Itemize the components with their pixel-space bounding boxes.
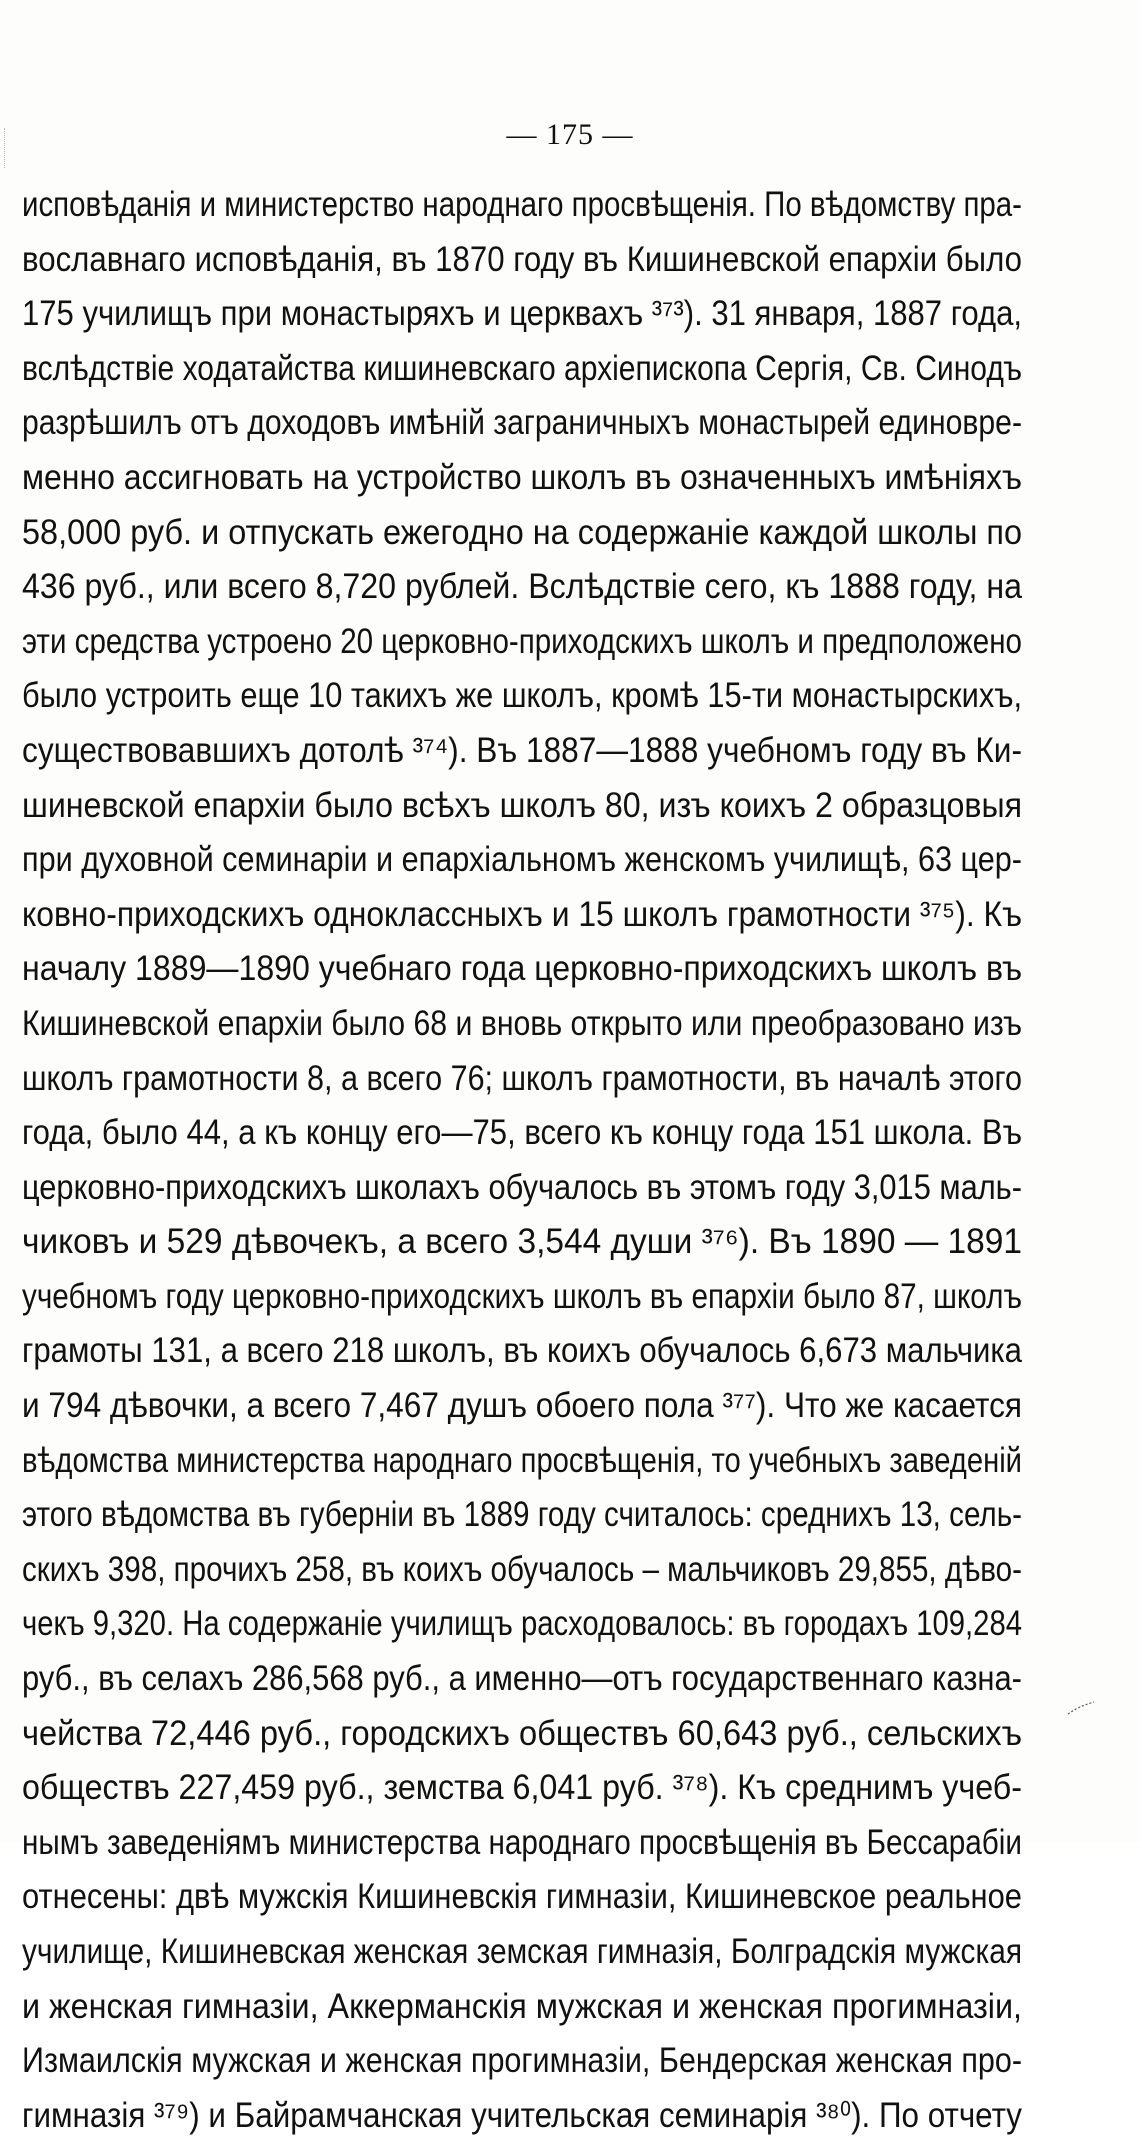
text-line: училище, Кишиневская женская земская гимназія, Болградскія мужская <box>22 1932 1022 1971</box>
text-line: вслѣдствіе ходатайства кишиневскаго архіепископа Сергія, Св. Синодъ <box>22 348 1022 388</box>
text-line: церковно-приходскихъ школахъ обучалось въ этомъ году 3,015 маль- <box>22 1167 1022 1207</box>
text-line: вѣдомства министерства народнаго просвѣщенія, то учебныхъ заведеній <box>22 1440 1022 1480</box>
text-line: скихъ 398, прочихъ 258, въ коихъ обучалось – мальчиковъ 29,855, дѣво- <box>22 1549 1022 1589</box>
text-line: эти средства устроено 20 церковно-приходскихъ школъ и предположено <box>22 621 1022 661</box>
text-line: 58,000 руб. и отпускать ежегодно на содержаніе каждой школы по <box>22 512 1022 552</box>
text-line: года, было 44, а къ концу его—75, всего къ концу года 151 школа. Въ <box>22 1113 1022 1153</box>
text-line: и женская гимназіи, Аккерманскія мужская и женская прогимназіи, <box>22 1986 1022 2026</box>
text-line: и 794 дѣвочки, а всего 7,467 душъ обоего пола ³⁷⁷). Что же касается <box>22 1386 1022 1426</box>
text-line: исповѣданія и министерство народнаго просвѣщенія. По вѣдомству пра- <box>22 185 1022 224</box>
text-line: руб., въ селахъ 286,568 руб., а именно—отъ государственнаго казна- <box>22 1659 1022 1699</box>
text-line: Кишиневской епархіи было 68 и вновь открыто или преобразовано изъ <box>22 1003 1022 1043</box>
text-line: учебномъ году церковно-приходскихъ школъ въ епархіи было 87, школъ <box>22 1276 1022 1316</box>
text-line: существовавшихъ дотолѣ ³⁷⁴). Въ 1887—1888 учебномъ году въ Ки- <box>22 730 1022 770</box>
text-line: гимназія ³⁷⁹) и Байрамчанская учительская семинарія ³⁸⁰). По отчету <box>22 2095 1022 2135</box>
text-line: отнесены: двѣ мужскія Кишиневскія гимназіи, Кишиневское реальное <box>22 1877 1022 1917</box>
text-line: обществъ 227,459 руб., земства 6,041 руб. ³⁷⁸). Къ среднимъ учеб- <box>22 1768 1022 1808</box>
text-line: началу 1889—1890 учебнаго года церковно-приходскихъ школъ въ <box>22 949 1022 989</box>
text-line: ковно-приходскихъ одноклассныхъ и 15 школъ грамотности ³⁷⁵). Къ <box>22 894 1022 934</box>
text-line: чиковъ и 529 дѣвочекъ, а всего 3,544 души ³⁷⁶). Въ 1890 — 1891 <box>22 1222 1022 1262</box>
text-line: при духовной семинаріи и епархіальномъ женскомъ училищѣ, 63 цер- <box>22 840 1022 880</box>
text-line: 175 училищъ при монастыряхъ и церквахъ ³⁷³). 31 января, 1887 года, <box>22 294 1022 334</box>
text-line: этого вѣдомства въ губерніи въ 1889 году считалось: среднихъ 13, сель- <box>22 1495 1022 1535</box>
text-line: грамоты 131, а всего 218 школъ, въ коихъ обучалось 6,673 мальчика <box>22 1331 1022 1371</box>
text-line: шиневской епархіи было всѣхъ школъ 80, изъ коихъ 2 образцовыя <box>22 785 1022 825</box>
text-line: менно ассигновать на устройство школъ въ означенныхъ имѣніяхъ <box>22 457 1022 497</box>
text-line: нымъ заведеніямъ министерства народнаго просвѣщенія въ Бессарабіи <box>22 1822 1022 1862</box>
text-line: чекъ 9,320. На содержаніе училищъ расходовалось: въ городахъ 109,284 <box>22 1604 1022 1644</box>
page-number: — 175 — <box>506 118 634 151</box>
body-text <box>22 178 1022 2143</box>
text-line: вославнаго исповѣданія, въ 1870 году въ Кишиневской епархіи было <box>22 239 1022 279</box>
text-line: разрѣшилъ отъ доходовъ имѣній заграничныхъ монастырей единовре- <box>22 403 1022 443</box>
text-line: было устроить еще 10 такихъ же школъ, кромѣ 15-ти монастырскихъ, <box>22 676 1022 716</box>
text-line: школъ грамотности 8, а всего 76; школъ грамотности, въ началѣ этого <box>22 1058 1022 1098</box>
pencil-mark-icon <box>1066 1700 1096 1716</box>
text-line: чейства 72,446 руб., городскихъ обществъ 60,643 руб., сельскихъ <box>22 1713 1022 1753</box>
text-line: 436 руб., или всего 8,720 рублей. Вслѣдствіе сего, къ 1888 году, на <box>22 567 1022 607</box>
text-line: Измаилскія мужская и женская прогимназіи, Бендерская женская про- <box>22 2041 1022 2081</box>
